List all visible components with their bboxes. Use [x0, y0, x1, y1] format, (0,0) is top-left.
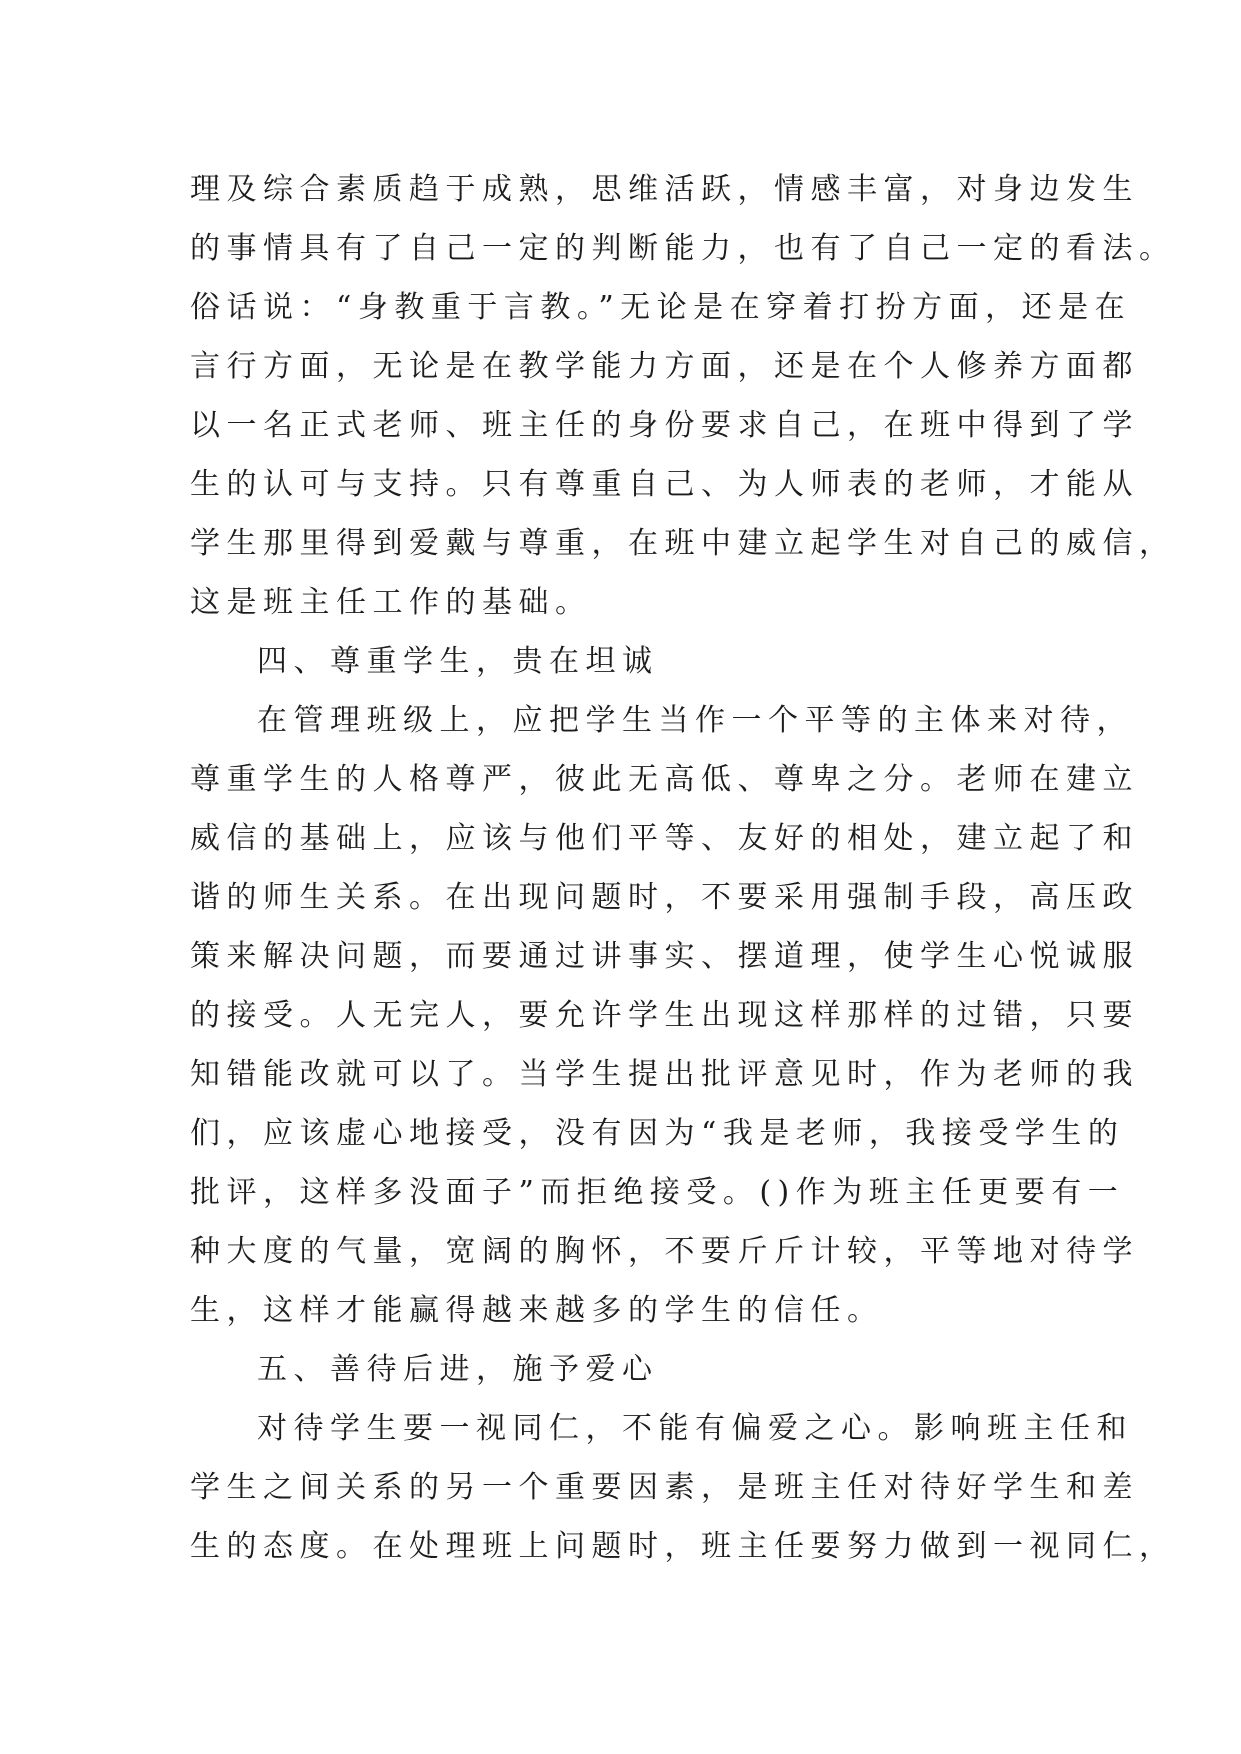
- text-line: 生的态度。在处理班上问题时，班主任要努力做到一视同仁，: [190, 1529, 1176, 1564]
- body-text: [190, 160, 1176, 1576]
- text-line: 四、尊重学生，贵在坦诚: [257, 644, 659, 679]
- text-line: 们，应该虚心地接受，没有因为“我是老师，我接受学生的: [190, 1116, 1125, 1151]
- text-line: 生的认可与支持。只有尊重自己、为人师表的老师，才能从: [190, 467, 1139, 502]
- text-line: 知错能改就可以了。当学生提出批评意见时，作为老师的我: [190, 1057, 1139, 1092]
- text-line: 的事情具有了自己一定的判断能力，也有了自己一定的看法。: [190, 231, 1176, 266]
- text-line: 学生那里得到爱戴与尊重，在班中建立起学生对自己的威信，: [190, 526, 1176, 561]
- text-line: 学生之间关系的另一个重要因素，是班主任对待好学生和差: [190, 1470, 1139, 1505]
- text-line: 威信的基础上，应该与他们平等、友好的相处，建立起了和: [190, 821, 1139, 856]
- text-line: 以一名正式老师、班主任的身份要求自己，在班中得到了学: [190, 408, 1139, 443]
- text-line: 生，这样才能赢得越来越多的学生的信任。: [190, 1293, 884, 1328]
- text-line: 的接受。人无完人，要允许学生出现这样那样的过错，只要: [190, 998, 1139, 1033]
- text-line: 言行方面，无论是在教学能力方面，还是在个人修养方面都: [190, 349, 1139, 384]
- text-line: 对待学生要一视同仁，不能有偏爱之心。影响班主任和: [257, 1411, 1133, 1446]
- text-line: 俗话说：“身教重于言教。”无论是在穿着打扮方面，还是在: [190, 290, 1132, 325]
- text-line: 种大度的气量，宽阔的胸怀，不要斤斤计较，平等地对待学: [190, 1234, 1139, 1269]
- text-line: 批评，这样多没面子”而拒绝接受。()作为班主任更要有一: [190, 1175, 1125, 1210]
- text-line: 尊重学生的人格尊严，彼此无高低、尊卑之分。老师在建立: [190, 762, 1139, 797]
- text-line: 在管理班级上，应把学生当作一个平等的主体来对待，: [257, 703, 1133, 738]
- text-line: 策来解决问题，而要通过讲事实、摆道理，使学生心悦诚服: [190, 939, 1139, 974]
- text-line: 理及综合素质趋于成熟，思维活跃，情感丰富，对身边发生: [190, 172, 1139, 207]
- text-line: 谐的师生关系。在出现问题时，不要采用强制手段，高压政: [190, 880, 1139, 915]
- text-line: 这是班主任工作的基础。: [190, 585, 592, 620]
- text-line: 五、善待后进，施予爱心: [257, 1352, 659, 1387]
